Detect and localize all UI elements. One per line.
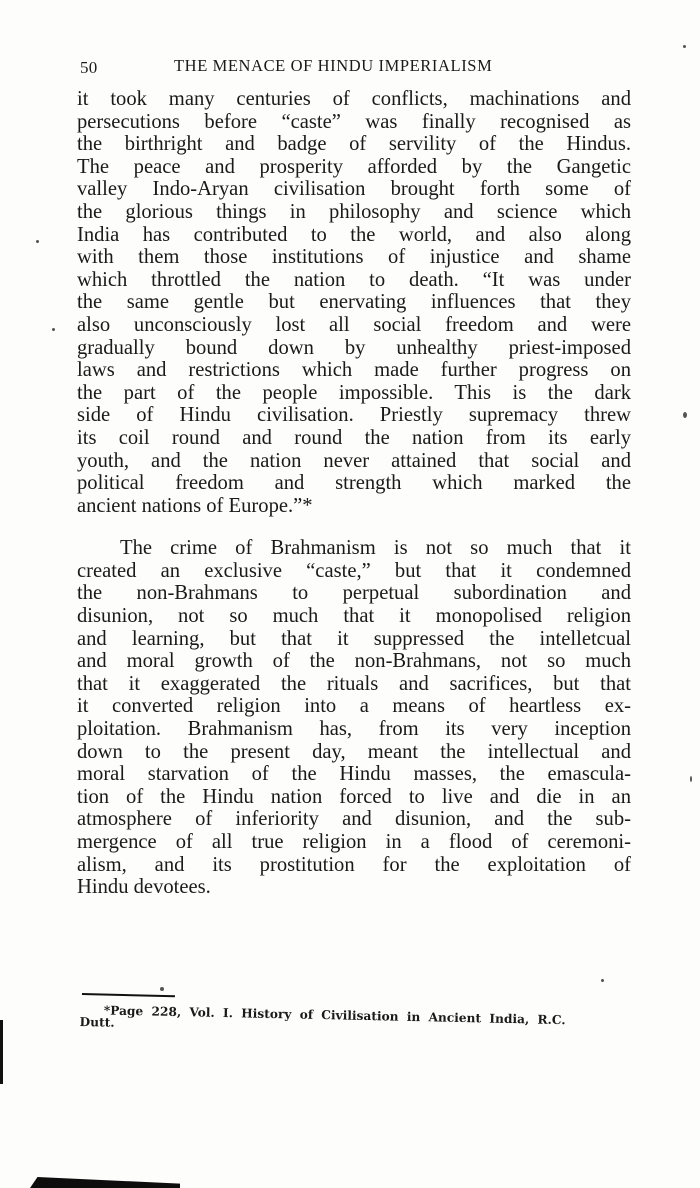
text-line: it converted religion into a means of heartless ex- [77, 695, 631, 718]
text-line: The crime of Brahmanism is not so much that it [120, 537, 631, 560]
text-line: it took many centuries of conflicts, machinations and [77, 88, 631, 110]
scan-speck [36, 240, 39, 243]
text-line: with them those institutions of injustice and shame [77, 246, 631, 269]
text-line: the part of the people impossible. This is the dark [77, 381, 631, 404]
scan-speck [690, 776, 692, 782]
text-line: its coil round and round the nation from its early [77, 426, 631, 449]
text-line: the glorious things in philosophy and science which [77, 200, 631, 223]
scan-speck [683, 45, 686, 48]
text-line: India has contributed to the world, and also along [77, 223, 631, 246]
text-line: mergence of all true religion in a flood of ceremoni- [77, 831, 631, 853]
paragraph-1 [77, 88, 631, 517]
scan-speck [601, 979, 604, 982]
page-number: 50 [80, 58, 98, 77]
text-line: and learning, but that it suppressed the intelletcual [77, 627, 631, 650]
text-line: gradually bound down by unhealthy priest-imposed [77, 336, 631, 359]
text-line: the birthright and badge of servility of the Hindus. [77, 133, 631, 156]
scan-speck [683, 412, 687, 418]
scan-edge-shadow [0, 1020, 3, 1084]
text-line: youth, and the nation never attained that social and [77, 449, 631, 472]
text-line: political freedom and strength which marked the [77, 472, 631, 495]
footnote-line: *Page 228, Vol. I. History of Civilisation in Ancient India, R.C. [103, 1003, 566, 1028]
footnote-line: Dutt. [79, 1014, 115, 1030]
running-title: THE MENACE OF HINDU IMPERIALISM [174, 56, 493, 75]
text-line: ancient nations of Europe.”* [77, 494, 313, 517]
text-line: which throttled the nation to death. “It was under [77, 268, 631, 291]
scan-smudge [30, 1177, 180, 1188]
text-line: moral starvation of the Hindu masses, the emascula- [77, 763, 631, 786]
text-line: created an exclusive “caste,” but that it condemned [77, 559, 631, 582]
text-line: tion of the Hindu nation forced to live and die in an [77, 785, 631, 808]
text-line: persecutions before “caste” was finally recognised as [77, 110, 631, 133]
scan-speck [160, 987, 164, 991]
text-line: that it exaggerated the rituals and sacrifices, but that [77, 672, 631, 695]
text-line: valley Indo-Aryan civilisation brought forth some of [77, 178, 631, 201]
text-line: atmosphere of inferiority and disunion, and the sub- [77, 808, 631, 831]
text-line: disunion, not so much that it monopolised religion [77, 605, 631, 628]
text-line: the same gentle but enervating influences that they [77, 291, 631, 314]
scan-speck [52, 328, 55, 331]
footnote-rule [82, 993, 175, 997]
text-line: ploitation. Brahmanism has, from its very inception [77, 718, 631, 741]
text-line: side of Hindu civilisation. Priestly supremacy threw [77, 404, 631, 427]
text-line: The peace and prosperity afforded by the Gangetic [77, 155, 631, 178]
text-line: Hindu devotees. [77, 876, 211, 899]
paragraph-2 [77, 537, 631, 899]
text-line: also unconsciously lost all social freedom and were [77, 313, 631, 336]
footnote [79, 1004, 599, 1039]
running-head [80, 56, 640, 80]
text-line: laws and restrictions which made further progress on [77, 359, 631, 382]
text-line: the non-Brahmans to perpetual subordination and [77, 582, 631, 605]
text-line: down to the present day, meant the intellectual and [77, 740, 631, 763]
text-line: and moral growth of the non-Brahmans, not so much [77, 650, 631, 673]
text-line: alism, and its prostitution for the exploitation of [77, 853, 631, 876]
body-text [77, 88, 631, 899]
